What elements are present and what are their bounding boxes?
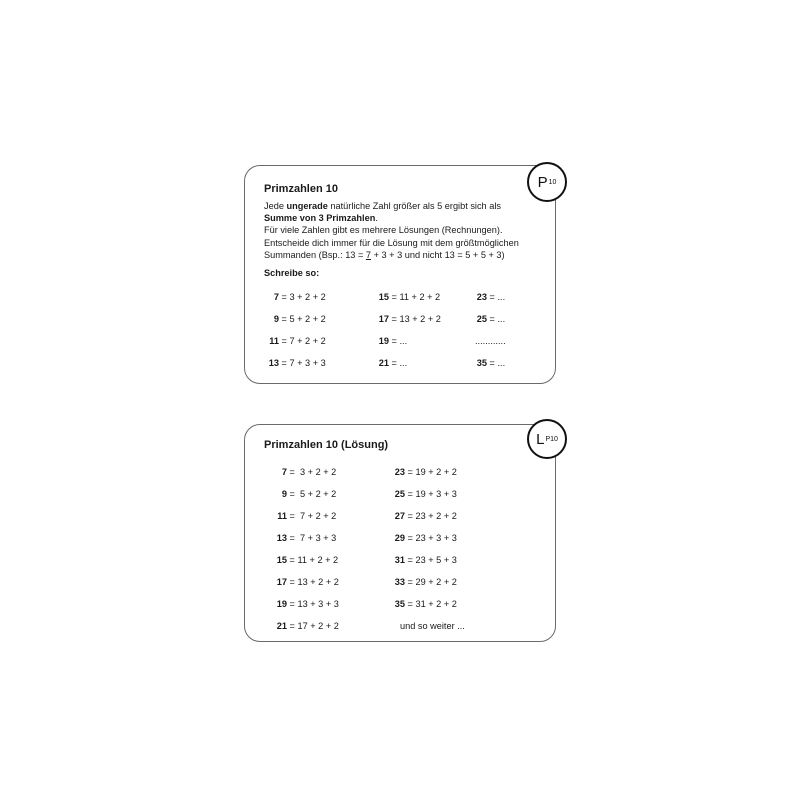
solution-expression: = 5 + 2 + 2 [287, 489, 337, 499]
task-number: 15 [378, 292, 389, 302]
task-number: 11 [269, 336, 279, 346]
solution-expression: = 23 + 5 + 3 [405, 555, 457, 565]
solution-equation [265, 621, 339, 631]
solution-expression: = 29 + 2 + 2 [405, 577, 457, 587]
solution-number: 7 [281, 467, 287, 477]
solution-equation [383, 489, 457, 499]
task-equation [263, 358, 326, 368]
task-equation [263, 336, 326, 346]
task-number: 19 [378, 336, 389, 346]
solution-number: 19 [276, 599, 287, 609]
intro-line-2: Summe von 3 Primzahlen. [264, 213, 378, 223]
task-expression: = ... [389, 336, 408, 346]
solution-number: 15 [276, 555, 287, 565]
task-badge-sub: 10 [548, 178, 557, 186]
solution-equation [265, 533, 336, 543]
task-number: 7 [273, 292, 279, 302]
solution-expression: = 7 + 2 + 2 [287, 511, 337, 521]
solution-expression: = 13 + 3 + 3 [287, 599, 339, 609]
task-expression: = 7 + 2 + 2 [279, 336, 326, 346]
solution-equation [265, 555, 338, 565]
solution-expression: = 19 + 2 + 2 [405, 467, 457, 477]
solution-expression: = 31 + 2 + 2 [405, 599, 457, 609]
task-equation [371, 292, 440, 302]
solution-expression: = 17 + 2 + 2 [287, 621, 339, 631]
solution-badge [527, 419, 567, 459]
solution-number: 21 [276, 621, 287, 631]
solution-card [244, 424, 556, 642]
solution-expression: = 3 + 2 + 2 [287, 467, 337, 477]
solution-expression: = 19 + 3 + 3 [405, 489, 457, 499]
task-number: 21 [378, 358, 389, 368]
solution-number: 11 [277, 511, 287, 521]
task-number: 9 [273, 314, 279, 324]
solution-equation [265, 577, 339, 587]
task-expression: = ... [389, 358, 408, 368]
solution-number: 23 [394, 467, 405, 477]
solution-number: 25 [394, 489, 405, 499]
solution-equation [265, 599, 339, 609]
solution-equation [265, 467, 336, 477]
solution-equation [383, 511, 457, 521]
task-expression: = 13 + 2 + 2 [389, 314, 441, 324]
task-expression: = ... [487, 358, 506, 368]
task-equation [371, 358, 407, 368]
intro-line-4: Entscheide dich immer für die Lösung mit dem größtmöglichen [264, 238, 519, 248]
task-expression: = ... [487, 292, 506, 302]
solution-expression: = 23 + 2 + 2 [405, 511, 457, 521]
task-equation [475, 336, 506, 346]
solution-expression: = 7 + 3 + 3 [287, 533, 337, 543]
solution-expression: = 13 + 2 + 2 [287, 577, 339, 587]
task-number: 25 [476, 314, 487, 324]
solution-number: 9 [281, 489, 287, 499]
task-expression: = 7 + 3 + 3 [279, 358, 326, 368]
task-equation [475, 358, 505, 368]
intro-line-1: Jede ungerade natürliche Zahl größer als 5 ergibt sich als [264, 201, 501, 211]
solution-number: 29 [394, 533, 405, 543]
solution-badge-letter: L [536, 430, 545, 448]
solution-expression: = 11 + 2 + 2 [287, 555, 339, 565]
solution-equation [383, 577, 457, 587]
task-expression: ............ [475, 336, 506, 346]
solution-number: 31 [394, 555, 405, 565]
task-expression: = ... [487, 314, 506, 324]
task-equation [475, 292, 505, 302]
solution-expression: und so weiter ... [400, 621, 465, 631]
task-expression: = 5 + 2 + 2 [279, 314, 326, 324]
task-title: Primzahlen 10 [264, 183, 338, 195]
solution-equation [265, 489, 336, 499]
task-equation [263, 314, 326, 324]
intro-line-3: Für viele Zahlen gibt es mehrere Lösungen (Rechnungen). [264, 225, 503, 235]
solution-equation [400, 621, 465, 631]
solution-title: Primzahlen 10 (Lösung) [264, 439, 389, 451]
task-badge-letter: P [537, 173, 548, 191]
solution-number: 13 [276, 533, 287, 543]
task-instructions [264, 200, 544, 261]
task-number: 17 [378, 314, 389, 324]
task-number: 13 [268, 358, 279, 368]
task-equation [263, 292, 326, 302]
solution-number: 35 [394, 599, 405, 609]
task-equation [371, 336, 407, 346]
task-equation [475, 314, 505, 324]
solution-number: 17 [276, 577, 287, 587]
task-badge [527, 162, 567, 202]
solution-number: 33 [394, 577, 405, 587]
task-expression: = 3 + 2 + 2 [279, 292, 326, 302]
solution-equation [383, 467, 457, 477]
solution-equation [383, 599, 457, 609]
solution-equation [265, 511, 336, 521]
solution-expression: = 23 + 3 + 3 [405, 533, 457, 543]
task-equation [371, 314, 441, 324]
write-like-label: Schreibe so: [264, 268, 320, 278]
task-expression: = 11 + 2 + 2 [389, 292, 441, 302]
task-number: 23 [476, 292, 487, 302]
solution-badge-sub: P10 [545, 435, 558, 443]
solution-equation [383, 555, 457, 565]
task-card [244, 165, 556, 384]
solution-number: 27 [394, 511, 405, 521]
intro-line-5: Summanden (Bsp.: 13 = 7 + 3 + 3 und nicht 13 = 5 + 5 + 3) [264, 250, 505, 260]
task-number: 35 [476, 358, 487, 368]
solution-equation [383, 533, 457, 543]
